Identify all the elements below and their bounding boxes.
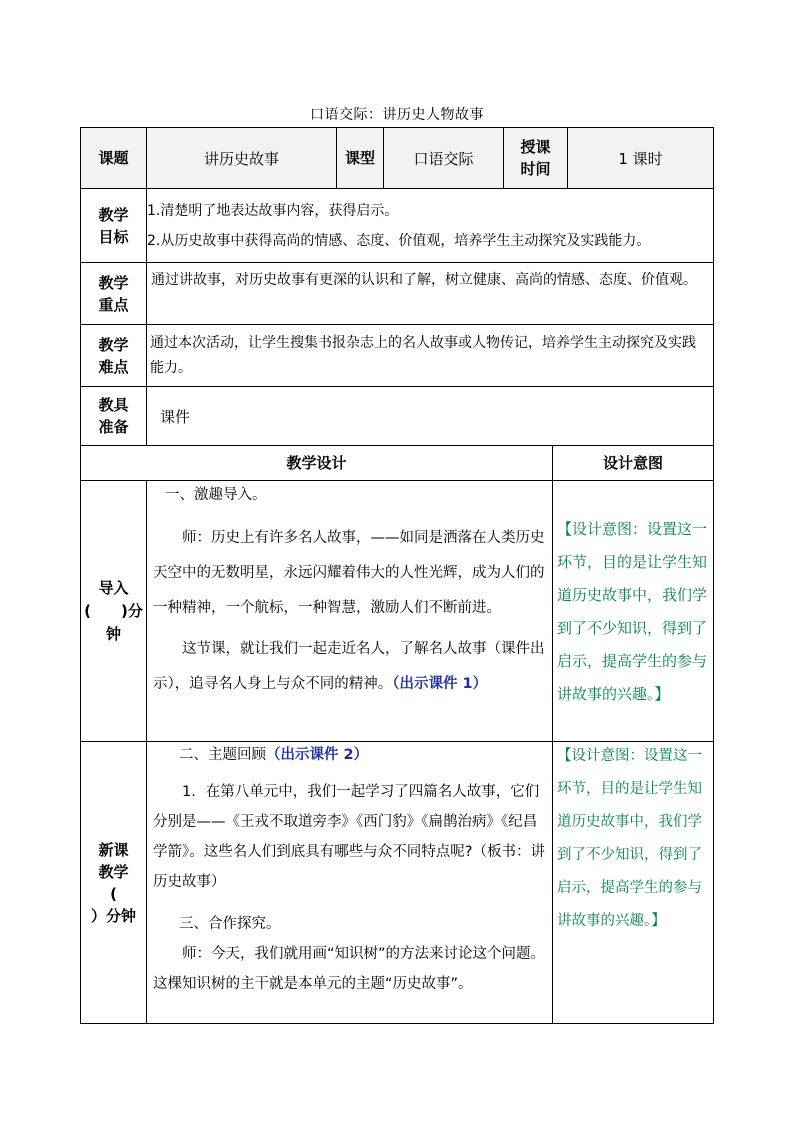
new-heading-2: 三、合作探究。: [179, 916, 281, 932]
goals-text: [146, 196, 714, 260]
time-value: 1 课时: [568, 128, 713, 188]
focus-label: 教学 重点: [98, 273, 129, 314]
type-label: 课型: [337, 128, 383, 188]
focus-text: 通过讲故事，对历史故事有更深的认识和了解，树立健康、高尚的情感、态度、价值观。: [151, 272, 697, 288]
design-header-left: 教学设计: [286, 454, 347, 472]
goal-line-1: 1.清楚明了地表达故事内容，获得启示。: [147, 203, 399, 219]
design-header-right: 设计意图: [602, 454, 663, 472]
courseware-ref-2: （出示课件 2）: [266, 747, 369, 763]
document-title: 口语交际：讲历史人物故事: [310, 107, 484, 123]
tools-label: 教具 准备: [98, 396, 129, 436]
courseware-ref-1: （出示课件 1）: [392, 676, 488, 692]
new-lesson-body: [147, 738, 552, 1022]
intro-heading: 一、激趣导入。: [165, 487, 267, 503]
difficulty-label: 教学 难点: [98, 335, 129, 376]
new-para-1: 1．在第八单元中，我们一起学习了四篇名人故事，它们分别是——《王戎不取道旁李》《西门豹》《扁鹊治病》《纪昌学箭》。这些名人们到底具有哪些与众不同特点呢?（板书：讲历史故事）: [153, 784, 545, 890]
intro-label: 导入 ( )分 钟: [84, 578, 143, 643]
table-border: [713, 127, 714, 1024]
intro-para-1: 师：历史上有许多名人故事，——如同是洒落在人类历史天空中的无数明星，永远闪耀着伟大的人性光辉，成为人们的一种精神，一个航标，一种智慧，激励人们不断前进。: [153, 530, 545, 616]
new-heading: 二、主题回顾（出示课件 2）: [179, 747, 369, 763]
intro-para-2: 这节课，就让我们一起走近名人，了解名人故事（课件出示），追寻名人身上与众不同的精神。（出示课件 1）: [153, 641, 545, 692]
intro-intent: 【设计意图：设置这一环节，目的是让学生知道历史故事中，我们学到了不少知识，得到了启示，提高学生的参与讲故事的兴趣。】: [557, 520, 708, 703]
difficulty-text: 通过本次活动，让学生搜集书报杂志上的名人故事或人物传记，培养学生主动探究及实践能力。: [150, 335, 696, 376]
new-lesson-intent: 【设计意图：设置这一环节，目的是让学生知道历史故事中，我们学到了不少知识，得到了启示，提高学生的参与讲故事的兴趣。】: [557, 748, 702, 929]
table-border: [80, 262, 714, 263]
table-border: [80, 188, 714, 189]
type-value: 口语交际: [384, 128, 503, 188]
time-label: 授课 时间: [504, 128, 567, 188]
table-border: [80, 324, 714, 325]
goal-line-2: 2.从历史故事中获得高尚的情感、态度、价值观，培养学生主动探究及实践能力。: [147, 233, 651, 249]
subject-value: 讲历史故事: [147, 128, 336, 188]
goals-label: 教学 目标: [98, 205, 129, 246]
new-lesson-label: 新课 教学 ( ）分钟: [90, 840, 136, 925]
intro-body: [147, 478, 552, 740]
subject-label: 课题: [81, 128, 146, 188]
table-border: [552, 445, 553, 1024]
new-para-2: 师：今天，我们就用画“知识树”的方法来讨论这个问题。这棵知识树的主干就是本单元的主题“历史故事”。: [153, 946, 546, 992]
table-border: [80, 1023, 714, 1024]
tools-text: 课件: [160, 407, 191, 426]
